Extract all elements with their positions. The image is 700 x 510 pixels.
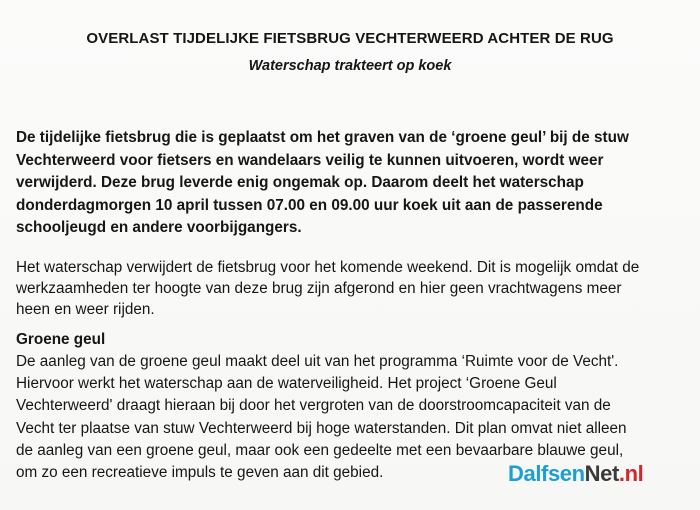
section-line: Hiervoor werkt het waterschap aan de waterveiligheid. Het project ‘Groene Geul	[16, 375, 557, 393]
removal-paragraph	[16, 257, 696, 320]
section-line: De aanleg van de groene geul maakt deel uit van het programma ‘Ruimte voor de Vecht'.	[16, 353, 619, 370]
document-title: OVERLAST TIJDELIJKE FIETSBRUG VECHTERWEERD ACHTER DE RUG	[86, 30, 614, 47]
dalfsennet-watermark	[508, 461, 643, 487]
intro-paragraph	[16, 127, 696, 240]
intro-line: Vechterweerd voor fietsers en wandelaars veilig te kunnen uitvoeren, wordt weer	[16, 151, 604, 169]
intro-line: De tijdelijke fietsbrug die is geplaatst om het graven van de ‘groene geul’ bij de stuw	[16, 129, 629, 146]
watermark-part-net: Net	[584, 461, 619, 486]
intro-line: donderdagmorgen 10 april tussen 07.00 en 09.00 uur koek uit aan de passerende	[16, 196, 603, 214]
paragraph-line: heen en weer rijden.	[16, 301, 155, 318]
section-line: de aanleg van een groene geul, maar ook een gedeelte met een bevaarbare blauwe geul,	[16, 441, 624, 459]
document-subtitle: Waterschap trakteert op koek	[248, 58, 452, 74]
paragraph-line: werkzaamheden ter hoogte van deze brug zijn afgerond en hier geen vrachtwagens meer	[16, 280, 622, 297]
watermark-part-dalfsen: Dalfsen	[508, 461, 585, 486]
section-line: om zo een recreatieve impuls te geven aan dit gebied.	[16, 464, 384, 482]
section-line: Vecht ter plaatse van stuw Vechterweerd bij hoge waterstanden. Dit plan omvat niet alleen	[16, 419, 627, 437]
paragraph-line: Het waterschap verwijdert de fietsbrug voor het komende weekend. Dit is mogelijk omdat de	[16, 259, 640, 276]
section-heading: Groene geul	[16, 331, 106, 348]
intro-line: schooljeugd en andere voorbijgangers.	[16, 219, 302, 237]
watermark-part-nl: .nl	[618, 461, 644, 486]
section-line: Vechterweerd' draagt hieraan bij door het vergroten van de doorstroomcapaciteit van de	[16, 397, 611, 415]
intro-line: verwijderd. Deze brug leverde enig ongemak op. Daarom deelt het waterschap	[16, 174, 584, 192]
